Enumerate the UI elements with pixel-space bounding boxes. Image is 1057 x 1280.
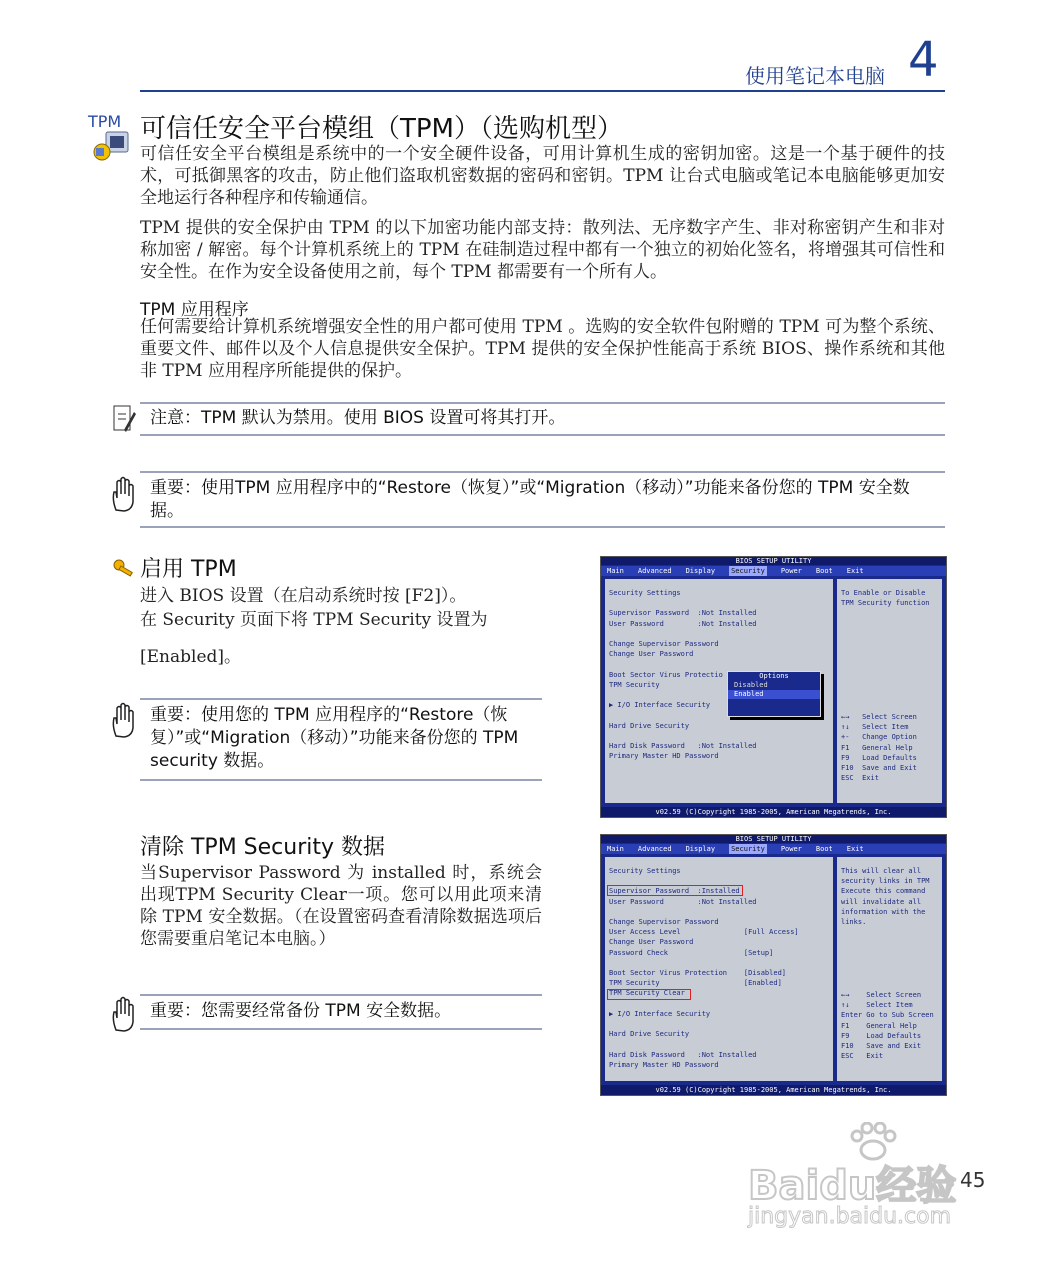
- important-text: 重要：您需要经常备份 TPM 安全数据。: [150, 1001, 452, 1021]
- bios-setting-line: Change User Password: [609, 650, 694, 659]
- bios-menu-security: Security: [731, 845, 765, 853]
- bios-key-line: ←→ Select Screen: [841, 713, 917, 721]
- bios-title: BIOS SETUP UTILITY: [601, 835, 946, 843]
- bios-menu-power: Power: [780, 845, 802, 853]
- important-text: 重要：使用TPM 应用程序中的“Restore（恢复）”或“Migration（移动）”功能来备份您的 TPM 安全数据。: [150, 478, 910, 521]
- bios-help-line: Execute this command: [841, 887, 926, 896]
- important-bottom-rule: [140, 1028, 542, 1030]
- section-title: 可信任安全平台模组（TPM）（选购机型）: [140, 114, 623, 144]
- bios-menu-advanced: Advanced: [637, 567, 672, 575]
- bios-setting-line: Boot Sector Virus Protection [Disabled]: [609, 969, 787, 977]
- hand-icon: [110, 996, 136, 1032]
- important-top-rule: [140, 471, 945, 473]
- bios-help-line: security links in TPM: [841, 877, 930, 886]
- bios-setting-line: TPM Security: [609, 680, 660, 689]
- bios-setting-line: Change User Password: [609, 938, 694, 947]
- bios-menu-main: Main: [607, 567, 624, 575]
- bios-setting-line: Change Supervisor Password: [609, 918, 719, 926]
- bios-key-line: F9 Load Defaults: [841, 753, 917, 762]
- bios-setting-line: Hard Drive Security: [609, 1030, 690, 1039]
- bios-key-line: +- Change Option: [841, 733, 917, 742]
- bios-help-line: will invalidate all: [841, 897, 922, 906]
- bios-key-line: ←→ Select Screen: [841, 991, 922, 999]
- enable-text-3: [Enabled]。: [140, 647, 242, 667]
- bios-title: BIOS SETUP UTILITY: [601, 557, 946, 565]
- note-top-rule: [140, 402, 945, 404]
- bios-setting-line: Primary Master HD Password: [609, 1060, 719, 1069]
- bios-setting-line: TPM Security [Enabled]: [609, 979, 782, 988]
- bios-help-line: TPM Security function: [841, 599, 930, 607]
- bios-key-line: ESC Exit: [841, 774, 879, 783]
- paragraph-3: 任何需要给计算机系统增强安全性的用户都可使用 TPM 。选购的安全软件包附赠的 TPM 可为整个系统、重要文件、邮件以及个人信息提供安全保护。TPM 提供的安全保护性能高于系统 BIOS、操作系统和其他非 TPM 应用程序所能提供的保护。: [140, 317, 945, 381]
- bios-menu-display: Display: [685, 567, 716, 575]
- bios-options-popup: [727, 671, 821, 717]
- bios-menu-boot: Boot: [815, 845, 833, 853]
- chip-graphic: [88, 112, 136, 164]
- bios-menu-advanced: Advanced: [637, 845, 672, 853]
- bios-key-line: F9 Load Defaults: [841, 1031, 922, 1040]
- bios-key-line: ESC Exit: [841, 1052, 884, 1061]
- bios-setting-line: User Password :Not Installed: [609, 897, 757, 906]
- bios-key-line: ↑↓ Select Item: [841, 723, 909, 732]
- bios-setting-line: User Password :Not Installed: [609, 619, 757, 628]
- chapter-title: 使用笔记本电脑: [745, 64, 885, 88]
- bios-menu-power: Power: [780, 567, 802, 575]
- bios-setting-line: Supervisor Password :Installed: [609, 887, 740, 896]
- important-text: 重要：使用您的 TPM 应用程序的“Restore（恢复）”或“Migration（移动）”功能来备份您的 TPM security 数据。: [150, 705, 519, 771]
- header-rule: [140, 90, 945, 92]
- bios-help-line: information with the: [841, 907, 926, 916]
- bios-setting-line: Primary Master HD Password: [609, 752, 719, 761]
- bios-setting-line: Hard Disk Password :Not Installed: [609, 742, 757, 750]
- bios-setting-line: Boot Sector Virus Protectio: [609, 670, 723, 679]
- note-icon: [112, 404, 136, 434]
- note-bottom-rule: [140, 434, 945, 436]
- important-top-rule: [140, 698, 542, 700]
- bios-menu-main: Main: [607, 845, 624, 853]
- bios-menu-display: Display: [685, 845, 716, 853]
- popup-option-disabled: Disabled: [734, 681, 768, 689]
- bios-setting-line: TPM Security Clear: [609, 989, 685, 998]
- bios-setting-line: Hard Drive Security: [609, 721, 690, 730]
- note-text: 注意：TPM 默认为禁用。使用 BIOS 设置可将其打开。: [150, 408, 566, 428]
- chapter-number: 4: [908, 32, 939, 88]
- watermark-url: jingyan.baidu.com: [748, 1204, 952, 1229]
- highlight-supervisor-password: [607, 885, 743, 896]
- enable-text-2: 在 Security 页面下将 TPM Security 设置为: [140, 610, 488, 630]
- bios-setting-line: ▶ I/O Interface Security: [609, 1009, 711, 1018]
- bios-screenshot-clear: [600, 834, 947, 1096]
- bios-footer: v02.59 (C)Copyright 1985-2005, American Megatrends, Inc.: [601, 1085, 946, 1095]
- bios-footer: v02.59 (C)Copyright 1985-2005, American Megatrends, Inc.: [601, 807, 946, 817]
- bios-key-line: ↑↓ Select Item: [841, 1001, 913, 1010]
- subhead-tpm-apps: TPM 应用程序: [140, 300, 249, 320]
- bios-help-line: To Enable or Disable: [841, 589, 926, 597]
- bios-screenshot-enable: [600, 556, 947, 818]
- bios-help-line: This will clear all: [841, 867, 922, 875]
- bios-key-line: F1 General Help: [841, 1021, 917, 1030]
- bios-key-line: F10 Save and Exit: [841, 764, 917, 772]
- hand-icon: [110, 476, 136, 512]
- tpm-icon-label: TPM: [88, 112, 122, 131]
- bios-setting-line: Security Settings: [609, 589, 681, 597]
- bios-menu-bar: [601, 844, 946, 854]
- enable-text-1: 进入 BIOS 设置（在启动系统时按 [F2]）。: [140, 586, 467, 606]
- popup-option-enabled: Enabled: [728, 690, 820, 699]
- bios-key-line: F10 Save and Exit: [841, 1042, 922, 1050]
- page-number: 45: [960, 1168, 986, 1192]
- bios-menu-boot: Boot: [815, 567, 833, 575]
- paragraph-2: TPM 提供的安全保护由 TPM 的以下加密功能内部支持：散列法、无序数字产生、非对称密钥产生和非对称加密 / 解密。每个计算机系统上的 TPM 在硅制造过程中都有一个独立的初始化签名，将增强其可信性和安全性。在作为安全设备使用之前，每个 TPM 都需要有一个所有人。: [140, 218, 945, 282]
- bios-key-line: F1 General Help: [841, 743, 913, 752]
- clear-tpm-text: 当Supervisor Password 为 installed 时，系统会出现TPM Security Clear一项。您可以用此项来清除 TPM 安全数据。（在设置密码查看清除数据选项后您需要重启笔记本电脑。）: [140, 863, 542, 949]
- bios-menu-bar: [601, 566, 946, 576]
- important-bottom-rule: [140, 526, 945, 528]
- clear-tpm-title: 清除 TPM Security 数据: [140, 835, 386, 860]
- tpm-chip-icon: [88, 112, 136, 164]
- bios-setting-line: Hard Disk Password :Not Installed: [609, 1050, 757, 1059]
- bios-menu-exit: Exit: [846, 845, 864, 853]
- bios-setting-line: Security Settings: [609, 867, 681, 875]
- bios-setting-line: ▶ I/O Interface Security: [609, 701, 711, 710]
- key-icon: [112, 558, 136, 578]
- highlight-tpm-security-clear: [607, 989, 691, 1000]
- important-bottom-rule: [140, 779, 542, 781]
- important-top-rule: [140, 994, 542, 996]
- bios-key-line: Enter Go to Sub Screen: [841, 1011, 934, 1020]
- bios-menu-exit: Exit: [846, 567, 864, 575]
- watermark-brand: Baidu经验: [748, 1163, 957, 1209]
- bios-setting-line: User Access Level [Full Access]: [609, 928, 799, 937]
- bios-setting-line: Supervisor Password :Not Installed: [609, 609, 757, 618]
- bios-setting-line: Password Check [Setup]: [609, 948, 774, 957]
- bios-help-line: links.: [841, 918, 867, 926]
- bios-menu-security: Security: [731, 567, 765, 575]
- enable-tpm-title: 启用 TPM: [140, 557, 237, 582]
- hand-icon: [110, 702, 136, 738]
- bios-setting-line: Change Supervisor Password: [609, 640, 719, 648]
- popup-title: Options: [759, 672, 789, 680]
- paragraph-1: 可信任安全平台模组是系统中的一个安全硬件设备，可用计算机生成的密钥加密。这是一个基于硬件的技术，可抵御黑客的攻击，防止他们盗取机密数据的密码和密钥。TPM 让台式电脑或笔记本电脑能够更加安全地运行各种程序和传输通信。: [140, 144, 945, 208]
